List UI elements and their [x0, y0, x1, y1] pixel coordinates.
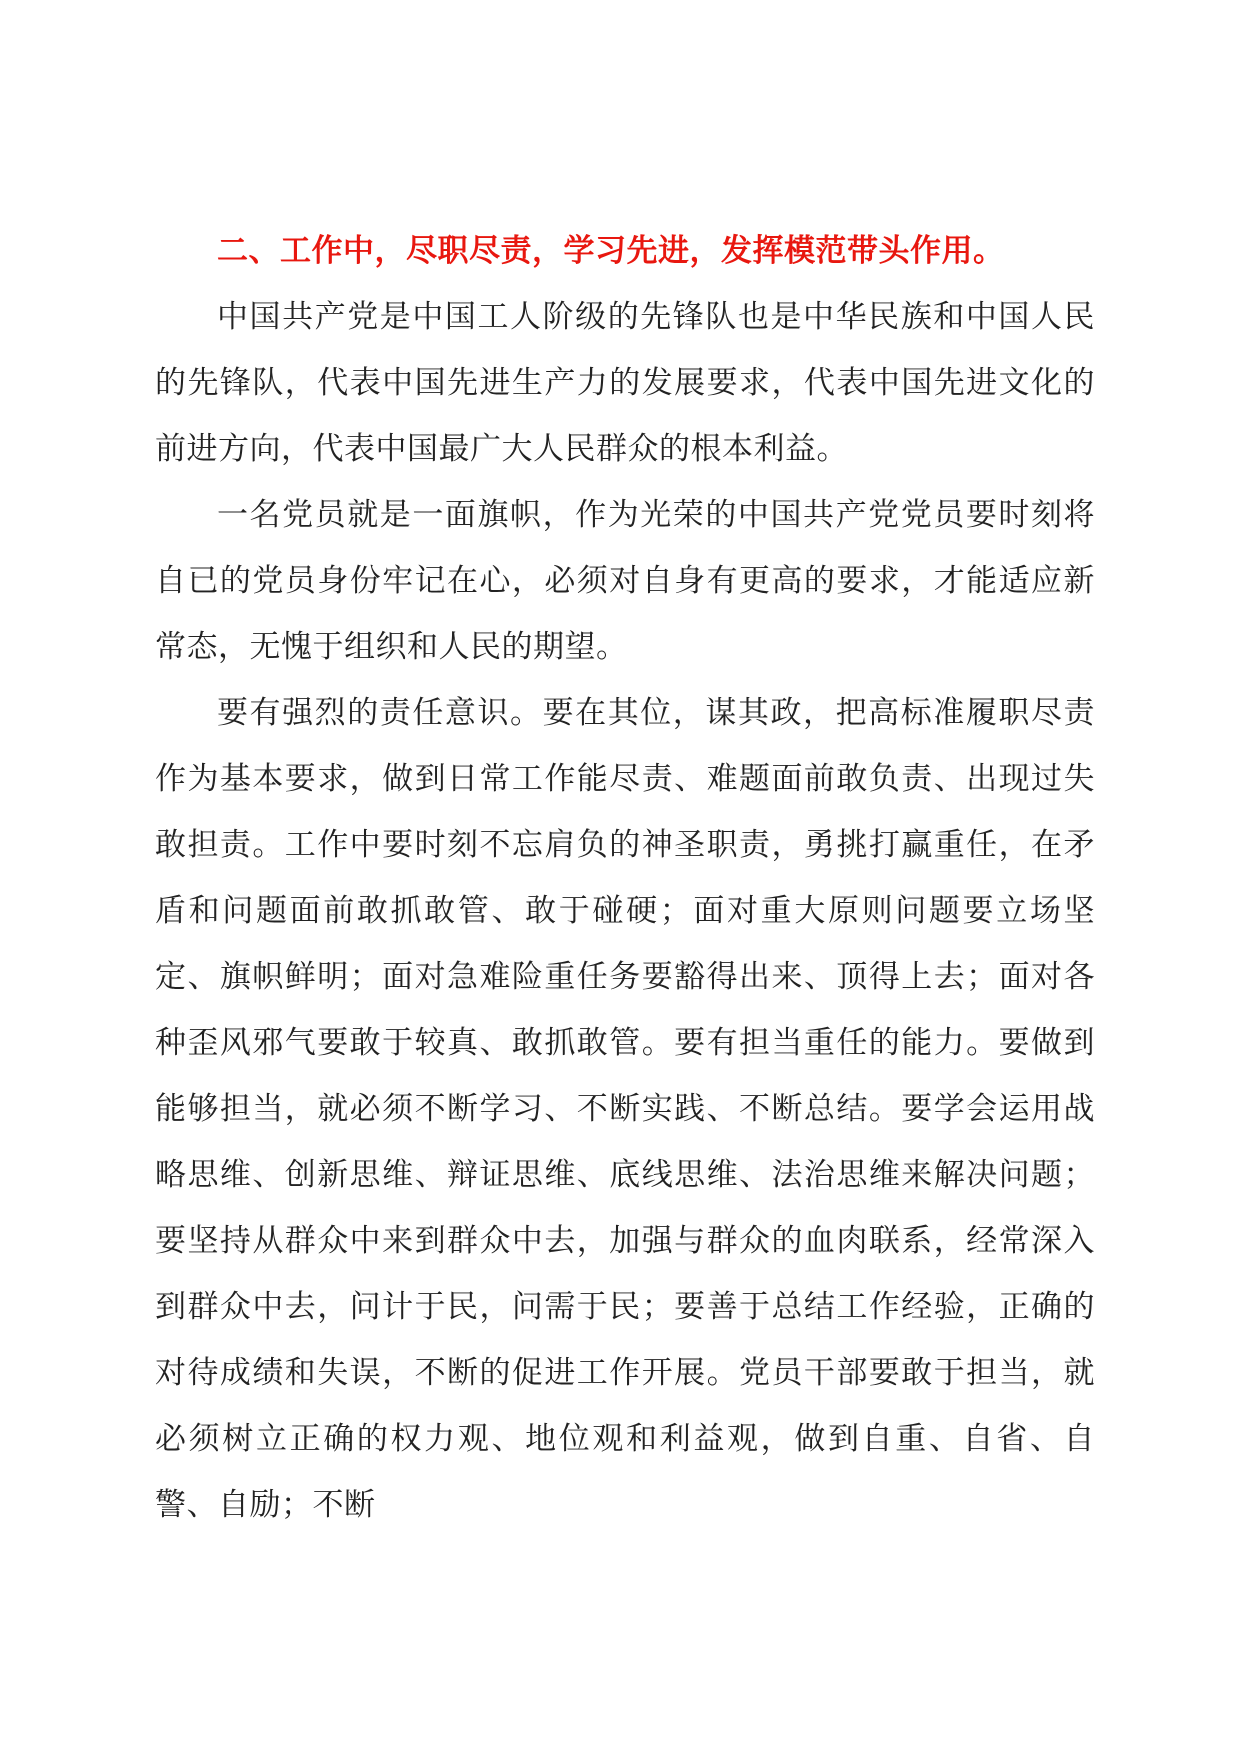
document-body [155, 218, 1095, 1538]
section-heading: 二、工作中，尽职尽责，学习先进，发挥模范带头作用。 [217, 233, 1005, 269]
paragraph: 中国共产党是中国工人阶级的先锋队也是中华民族和中国人民的先锋队，代表中国先进生产力的发展要求，代表中国先进文化的前进方向，代表中国最广大人民群众的根本利益。 [155, 299, 1095, 467]
paragraph: 要有强烈的责任意识。要在其位，谋其政，把高标准履职尽责作为基本要求，做到日常工作能尽责、难题面前敢负责、出现过失敢担责。工作中要时刻不忘肩负的神圣职责，勇挑打赢重任，在矛盾和问题面前敢抓敢管、敢于碰硬；面对重大原则问题要立场坚定、旗帜鲜明；面对急难险重任务要豁得出来、顶得上去；面对各种歪风邪气要敢于较真、敢抓敢管。要有担当重任的能力。要做到能够担当，就必须不断学习、不断实践、不断总结。要学会运用战略思维、创新思维、辩证思维、底线思维、法治思维来解决问题；要坚持从群众中来到群众中去，加强与群众的血肉联系，经常深入到群众中去，问计于民，问需于民；要善于总结工作经验，正确的对待成绩和失误，不断的促进工作开展。党员干部要敢于担当，就必须树立正确的权力观、地位观和利益观，做到自重、自省、自警、自励；不断 [155, 695, 1095, 1523]
paragraph: 一名党员就是一面旗帜，作为光荣的中国共产党党员要时刻将自已的党员身份牢记在心，必须对自身有更高的要求，才能适应新常态，无愧于组织和人民的期望。 [155, 497, 1095, 665]
